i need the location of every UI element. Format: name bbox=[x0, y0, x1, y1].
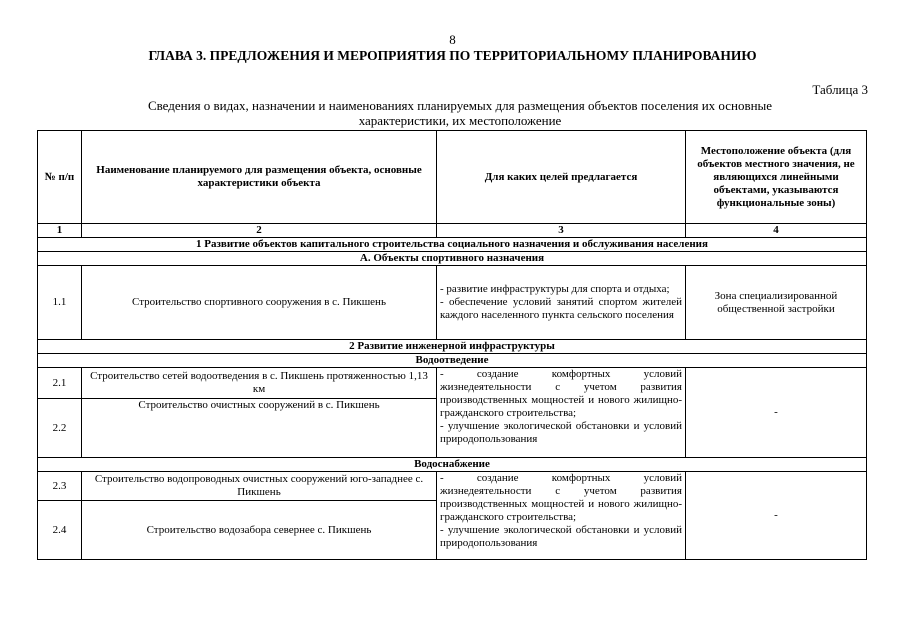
section-engineering-title: 2 Развитие инженерной инфраструктуры bbox=[38, 340, 867, 354]
section-social-title: 1 Развитие объектов капитального строительства социального назначения и обслуживания населения bbox=[38, 238, 867, 252]
purpose-item: - создание комфортных условий жизнедеятельности с учетом развития производственных мощностей и нового жилищно-гражданского строительства; bbox=[440, 472, 682, 523]
table-caption bbox=[70, 98, 850, 128]
header-name: Наименование планируемого для размещения объекта, основные характеристики объекта bbox=[82, 131, 437, 224]
header-location: Местоположение объекта (для объектов местного значения, не являющихся линейными объектами, указываются функциональные зоны) bbox=[686, 131, 867, 224]
row-name: Строительство водопроводных очистных сооружений юго-западнее с. Пикшень bbox=[82, 472, 437, 501]
row-num: 2.4 bbox=[38, 501, 82, 560]
row-location: - bbox=[686, 472, 867, 560]
header-purpose: Для каких целей предлагается bbox=[437, 131, 686, 224]
section-row bbox=[38, 458, 867, 472]
row-num: 2.2 bbox=[38, 399, 82, 458]
table-row bbox=[38, 266, 867, 340]
section-drainage-title: Водоотведение bbox=[38, 354, 867, 368]
purpose-item: - улучшение экологической обстановки и условий природопользования bbox=[440, 420, 682, 445]
row-name: Строительство водозабора севернее с. Пикшень bbox=[82, 501, 437, 560]
row-name: Строительство сетей водоотведения в с. Пикшень протяженностью 1,13 км bbox=[82, 368, 437, 399]
col-number-1: 1 bbox=[38, 224, 82, 238]
col-number-3: 3 bbox=[437, 224, 686, 238]
row-num: 2.1 bbox=[38, 368, 82, 399]
section-water-supply-title: Водоснабжение bbox=[38, 458, 867, 472]
planning-table bbox=[37, 130, 867, 560]
section-row bbox=[38, 238, 867, 252]
table-row bbox=[38, 368, 867, 399]
row-num: 1.1 bbox=[38, 266, 82, 340]
column-number-row bbox=[38, 224, 867, 238]
row-name: Строительство очистных сооружений в с. Пикшень bbox=[82, 399, 437, 458]
purpose-item: - создание комфортных условий жизнедеятельности с учетом развития производственных мощностей и нового жилищно-гражданского строительства; bbox=[440, 368, 682, 419]
col-number-2: 2 bbox=[82, 224, 437, 238]
table-label: Таблица 3 bbox=[812, 82, 868, 97]
row-purpose bbox=[437, 472, 686, 560]
section-row bbox=[38, 340, 867, 354]
row-num: 2.3 bbox=[38, 472, 82, 501]
section-row bbox=[38, 252, 867, 266]
caption-line-1: Сведения о видах, назначении и наименованиях планируемых для размещения объектов поселения их основные bbox=[147, 98, 773, 113]
chapter-title: ГЛАВА 3. ПРЕДЛОЖЕНИЯ И МЕРОПРИЯТИЯ ПО ТЕРРИТОРИАЛЬНОМУ ПЛАНИРОВАНИЮ bbox=[148, 48, 757, 63]
section-sport-title: А. Объекты спортивного назначения bbox=[38, 252, 867, 266]
purpose-item: - улучшение экологической обстановки и условий природопользования bbox=[440, 524, 682, 549]
table-header-row bbox=[38, 131, 867, 224]
purpose-item: - обеспечение условий занятий спортом жителей каждого населенного пункта сельского поселения bbox=[440, 296, 682, 321]
purpose-item: - развитие инфраструктуры для спорта и отдыха; bbox=[440, 283, 670, 295]
page-number: 8 bbox=[449, 32, 456, 47]
row-purpose bbox=[437, 368, 686, 458]
row-location: Зона специализированной общественной застройки bbox=[686, 266, 867, 340]
header-num: № п/п bbox=[38, 131, 82, 224]
caption-line-2: характеристики, их местоположение bbox=[358, 113, 562, 128]
row-purpose bbox=[437, 266, 686, 340]
table-row bbox=[38, 472, 867, 501]
col-number-4: 4 bbox=[686, 224, 867, 238]
row-location: - bbox=[686, 368, 867, 458]
row-name: Строительство спортивного сооружения в с. Пикшень bbox=[82, 266, 437, 340]
section-row bbox=[38, 354, 867, 368]
